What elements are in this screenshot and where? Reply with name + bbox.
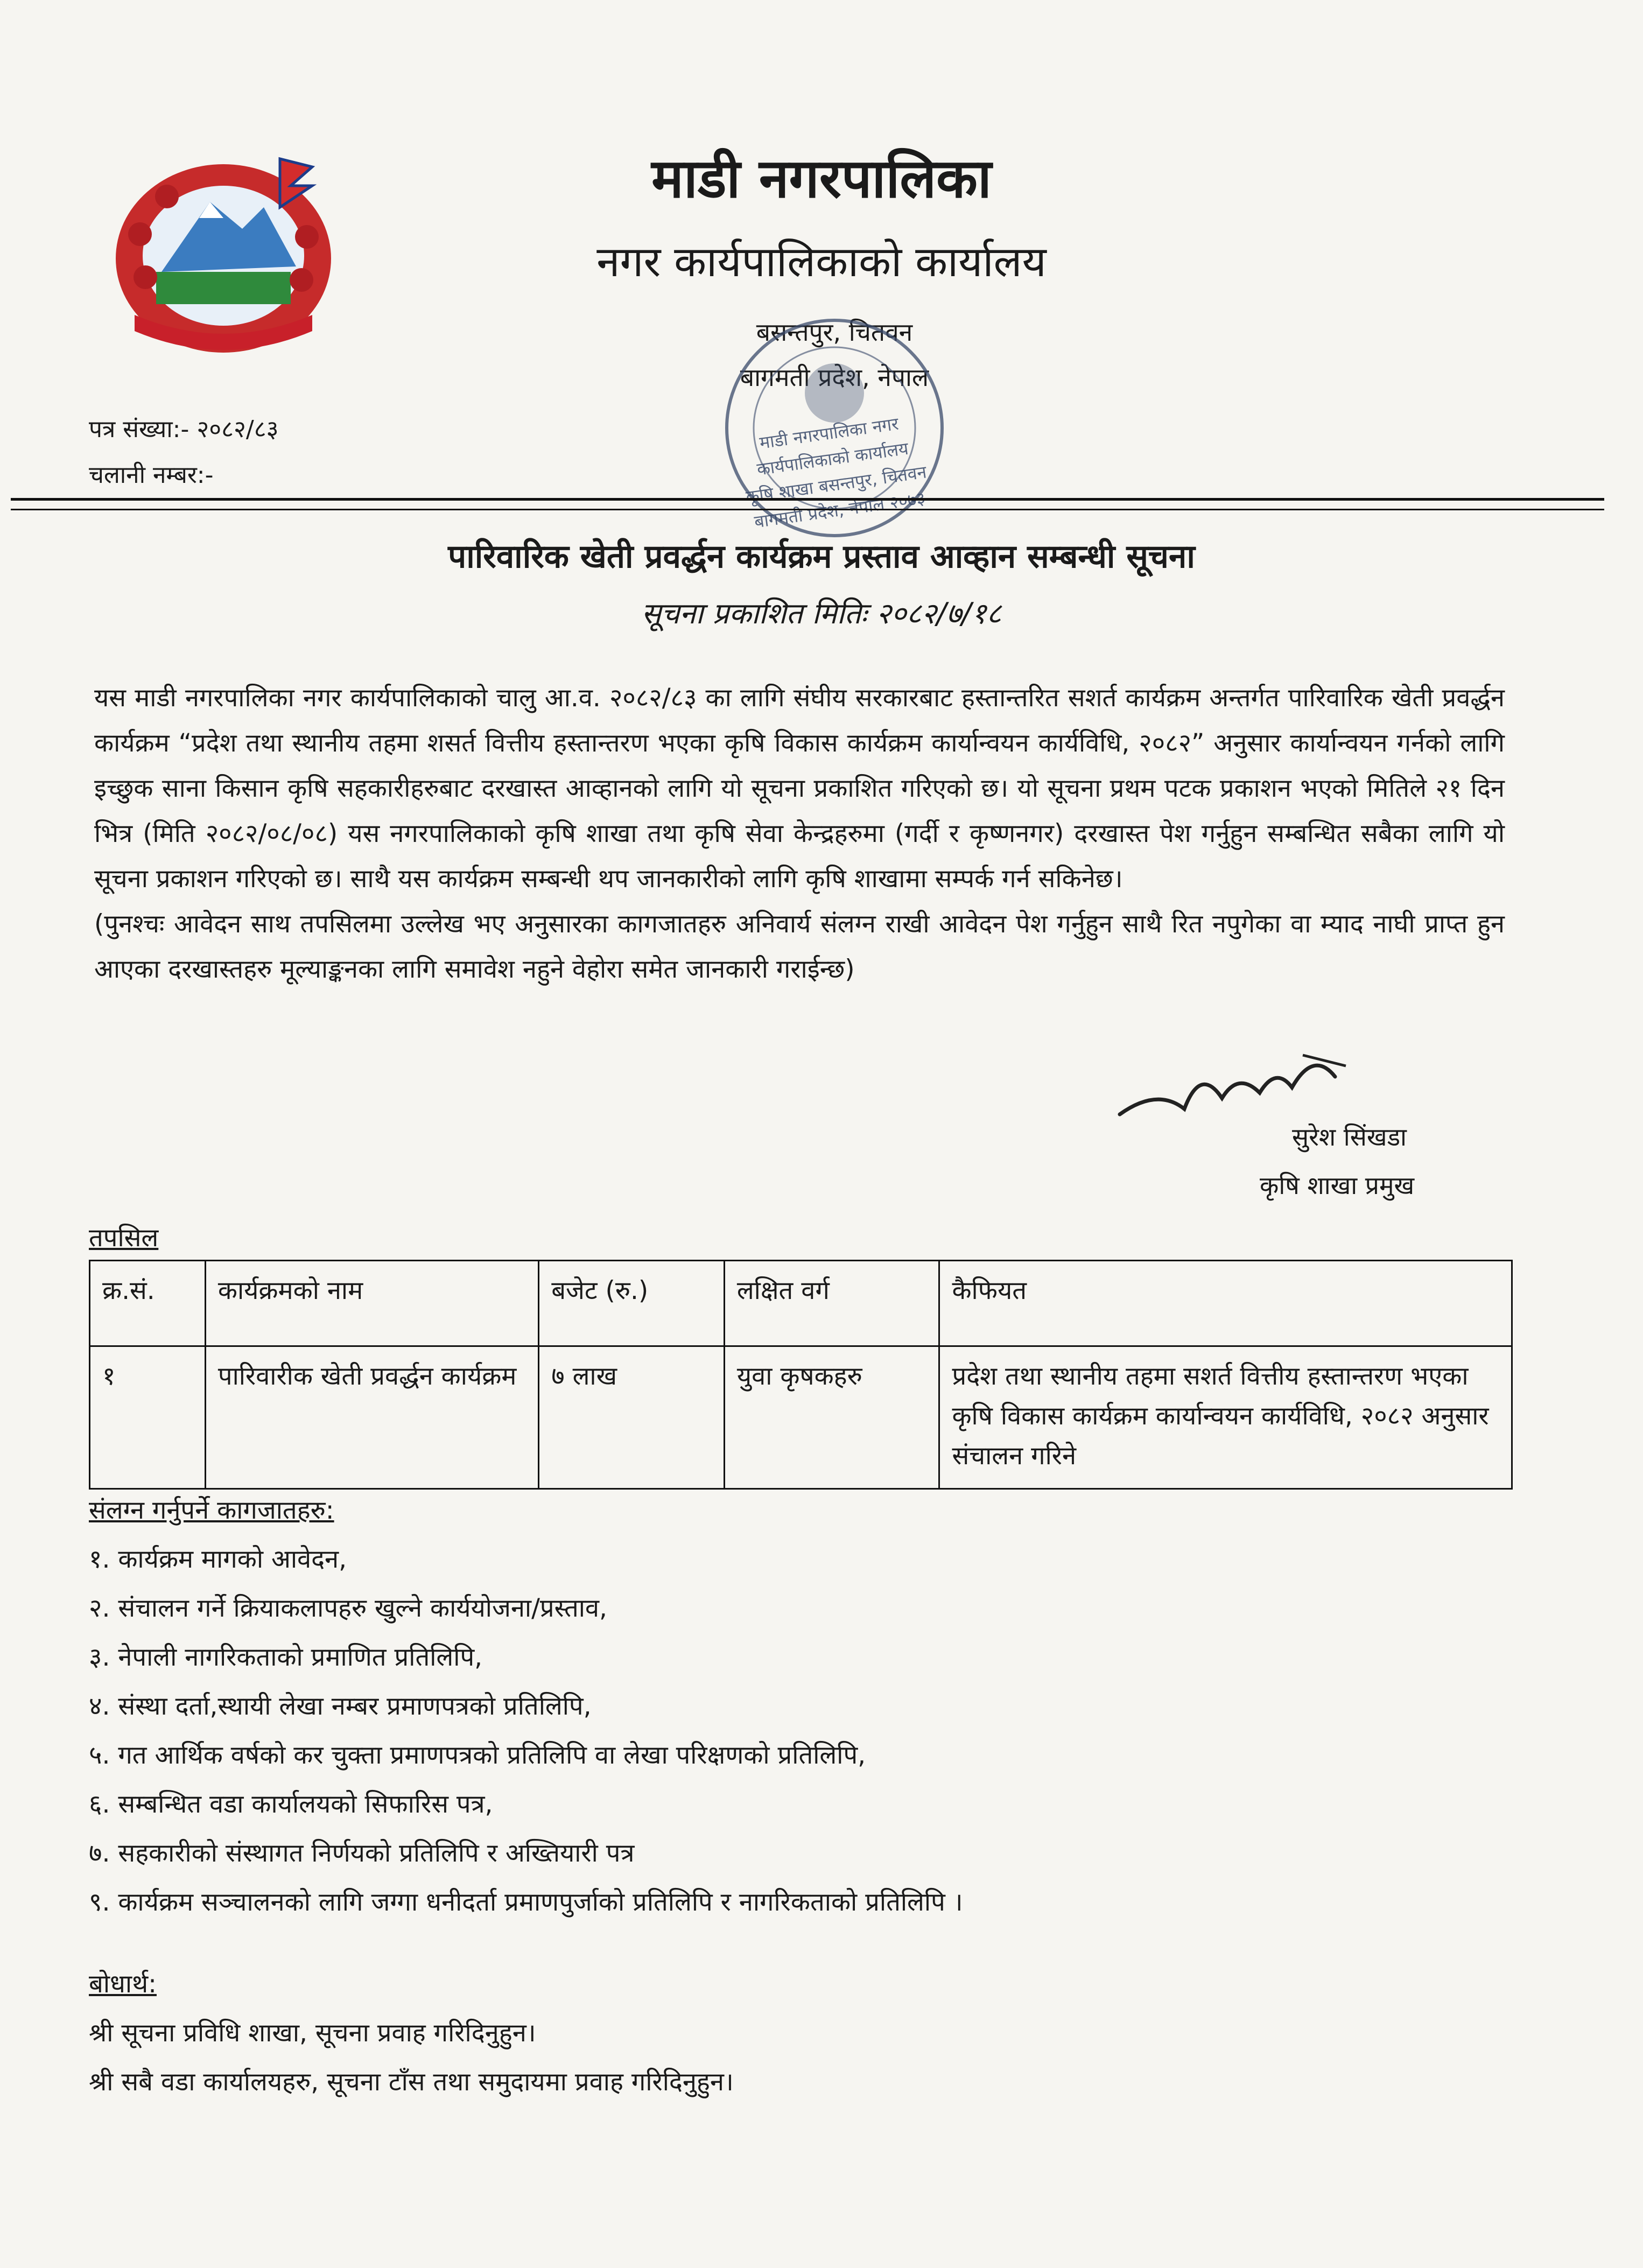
schedule-label: तपसिल	[89, 1223, 159, 1253]
table-row	[90, 1346, 1512, 1489]
list-item: ७. सहकारीको संस्थागत निर्णयको प्रतिलिपि र अख्तियारी पत्र	[89, 1838, 635, 1868]
published-date: सूचना प्रकाशित मितिः २०८२/७/१८	[641, 596, 1002, 630]
header-divider-thin	[11, 509, 1604, 510]
list-item: ४. संस्था दर्ता,स्थायी लेखा नम्बर प्रमाणपत्रको प्रतिलिपि,	[89, 1691, 592, 1721]
address-line-2: बागमती प्रदेश, नेपाल	[740, 363, 929, 392]
letter-number: पत्र संख्या:- २०८२/८३	[89, 416, 279, 443]
table-header-row	[90, 1261, 1512, 1346]
schedule-table	[89, 1260, 1513, 1490]
column-header: कार्यक्रमको नाम	[205, 1261, 538, 1346]
column-header: लक्षित वर्ग	[724, 1261, 939, 1346]
column-header: कैफियत	[939, 1261, 1512, 1346]
table-cell: १	[90, 1346, 206, 1489]
list-item: ३. नेपाली नागरिकताको प्रमाणित प्रतिलिपि,	[89, 1642, 483, 1672]
list-item: १. कार्यक्रम मागको आवेदन,	[89, 1544, 347, 1574]
dispatch-number: चलानी नम्बर:-	[89, 461, 214, 489]
cc-item: श्री सबै वडा कार्यालयहरु, सूचना टाँस तथा समुदायमा प्रवाह गरिदिनुहुन।	[89, 2067, 734, 2097]
municipality-name: माडी नगरपालिका	[651, 147, 992, 210]
table-cell: प्रदेश तथा स्थानीय तहमा सशर्त वित्तीय हस्तान्तरण भएका कृषि विकास कार्यक्रम कार्यान्वयन कार्यविधि, २०८२ अनुसार संचालन गरिने	[939, 1346, 1512, 1489]
notice-paragraph: यस माडी नगरपालिका नगर कार्यपालिकाको चालु आ.व. २०८२/८३ का लागि संघीय सरकारबाट हस्तान्तरित सशर्त कार्यक्रम अन्तर्गत पारिवारिक खेती प्रवर्द्धन कार्यक्रम “प्रदेश तथा स्थानीय तहमा शसर्त वित्तीय हस्तान्तरण भएका कृषि विकास कार्यक्रम कार्यान्वयन कार्यविधि, २०८२” अनुसार कार्यान्वयन गर्नको लागि इच्छुक साना किसान कृषि सहकारीहरुबाट दरखास्त आव्हानको लागि यो सूचना प्रकाशित गरिएको छ। यो सूचना प्रथम पटक प्रकाशन भएको मितिले २१ दिन भित्र (मिति २०८२/०८/०८) यस नगरपालिकाको कृषि शाखा तथा कृषि सेवा केन्द्रहरुमा (गर्दी र कृष्णनगर) दरखास्त पेश गर्नुहुन सम्बन्धित सबैका लागि यो सूचना प्रकाशन गरिएको छ। साथै यस कार्यक्रम सम्बन्धी थप जानकारीको लागि कृषि शाखामा सम्पर्क गर्न सकिनेछ।	[94, 683, 1505, 894]
signatory-title: कृषि शाखा प्रमुख	[1260, 1171, 1415, 1200]
office-stamp-text: माडी नगरपालिका नगर कार्यपालिकाको कार्यालय कृषि शाखा बसन्तपुर, चितवन बागमती प्रदेश, नेपाल २०७३	[745, 413, 928, 532]
list-item: २. संचालन गर्ने क्रियाकलापहरु खुल्ने कार्ययोजना/प्रस्ताव,	[89, 1593, 607, 1623]
list-item: ९. कार्यक्रम सञ्चालनको लागि जग्गा धनीदर्ता प्रमाणपुर्जाको प्रतिलिपि र नागरिकताको प्रतिलिपि ।	[89, 1887, 963, 1917]
table-cell: युवा कृषकहरु	[724, 1346, 939, 1489]
address-line-1: बसन्तपुर, चितवन	[756, 318, 913, 347]
notice-heading: पारिवारिक खेती प्रवर्द्धन कार्यक्रम प्रस्ताव आव्हान सम्बन्धी सूचना	[448, 538, 1195, 575]
cc-section	[89, 1960, 734, 2106]
cc-item: श्री सूचना प्रविधि शाखा, सूचना प्रवाह गरिदिनुहुन।	[89, 2018, 536, 2048]
notice-body	[94, 676, 1505, 992]
header-divider	[11, 498, 1604, 501]
column-header: बजेट (रु.)	[539, 1261, 725, 1346]
column-header: क्र.सं.	[90, 1261, 206, 1346]
table-cell: पारिवारीक खेती प्रवर्द्धन कार्यक्रम	[205, 1346, 538, 1489]
list-item: ५. गत आर्थिक वर्षको कर चुक्ता प्रमाणपत्रको प्रतिलिपि वा लेखा परिक्षणको प्रतिलिपि,	[89, 1740, 866, 1770]
office-name: नगर कार्यपालिकाको कार्यालय	[596, 238, 1047, 286]
signatory-name: सुरेश सिंखडा	[1292, 1122, 1407, 1151]
notice-postscript: (पुनश्चः आवेदन साथ तपसिलमा उल्लेख भए अनुसारका कागजातहरु अनिवार्य संलग्न राखी आवेदन पेश गर्नुहुन साथै रित नपुगेका वा म्याद नाघी प्राप्त हुन आएका दरखास्तहरु मूल्याङ्कनका लागि समावेश नहुने वेहोरा समेत जानकारी गराईन्छ)	[94, 909, 1505, 984]
documents-label: संलग्न गर्नुपर्ने कागजातहरु:	[89, 1495, 334, 1525]
documents-list	[89, 1486, 963, 1927]
list-item: ६. सम्बन्धित वडा कार्यालयको सिफारिस पत्र,	[89, 1789, 493, 1819]
table-cell: ७ लाख	[539, 1346, 725, 1489]
cc-label: बोधार्थ:	[89, 1969, 157, 1999]
